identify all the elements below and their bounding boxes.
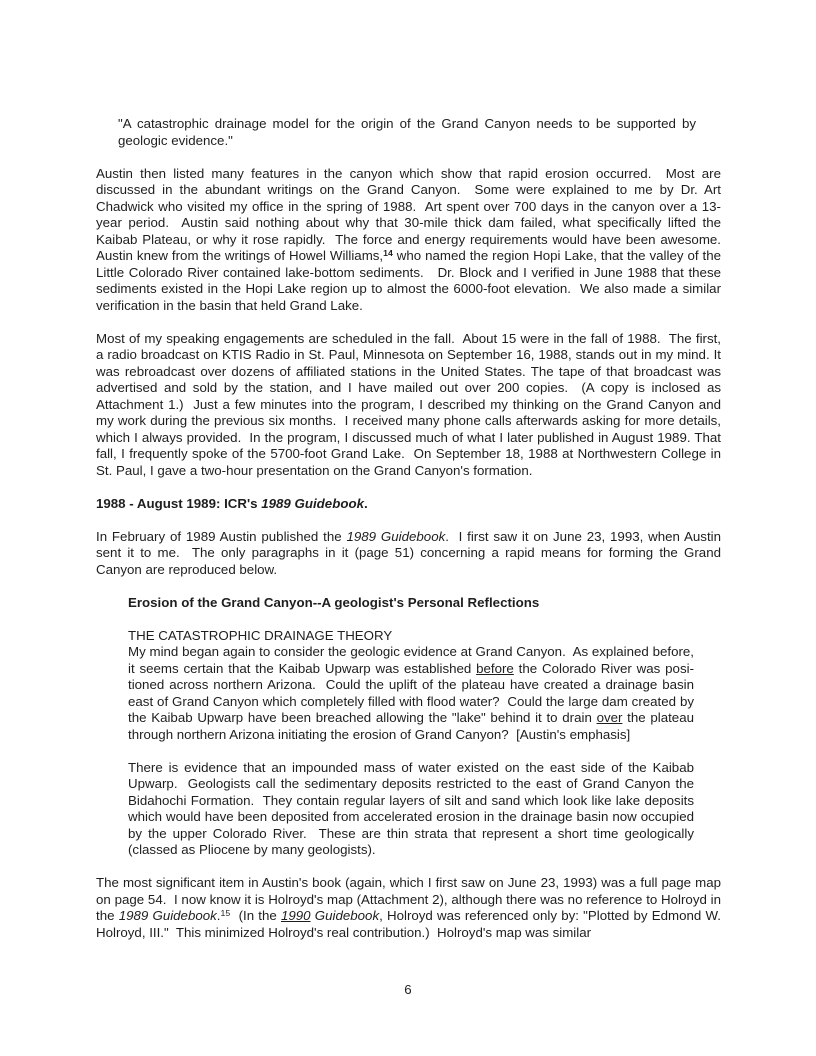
text-segment: "A catastrophic drainage model for the origin of the Grand Canyon needs to be supported by geologic evidence." [118, 116, 696, 148]
text-segment: (In the [230, 908, 281, 923]
page-number: 6 [404, 982, 412, 997]
text-segment: the Colorado River was positioned across northern Arizona. Could the uplift of the plateau have created a drainage basin east of Grand Canyon which completely filled with flood water? Could the large dam created by the Kaibab Upwarp have been breached allowing the "lake" behind it to drain [128, 660, 694, 725]
excerpt-paragraph-bidahochi [128, 760, 694, 859]
text-segment: THE CATASTROPHIC DRAINAGE THEORY [128, 627, 393, 643]
footnote-ref: 14 [383, 248, 393, 259]
text-segment: There is evidence that an impounded mass of water existed on the east side of the Kaibab Upwarp. Geologists call the sedimentary deposits restricted to the east of Grand Canyon the Bidahochi Formation. They contain regular layers of silt and sand which look like lake deposits which would have been deposited from accelerated erosion in the drainage basin now occupied by the upper Colorado River. These are thin strata that represent a short time geologically (classed as Pliocene by many geologists). [128, 759, 694, 857]
text-segment: Guidebook [314, 908, 380, 923]
document-body [96, 116, 721, 958]
excerpt-paragraph-drainage-theory [128, 644, 694, 743]
emphasized-word: 1990 [280, 908, 311, 923]
emphasized-word: over [596, 710, 623, 725]
emphasized-word: before [476, 660, 514, 676]
text-segment: . [363, 495, 368, 511]
text-segment: . [216, 908, 221, 923]
text-segment: My mind began again to consider the geologic evidence at Grand Canyon. As explained before, it seems certain that the Kaibab Upwarp was established [128, 644, 694, 676]
text-segment: Most of my speaking engagements are scheduled in the fall. About 15 were in the fall of 1988. The first, a radio broadcast on KTIS Radio in St. Paul, Minnesota on September 16, 1988, stands out in my mind. It was rebroadcast over dozens of affiliated stations in the United States. The tape of that broadcast was advertised and sold by the station, and I have mailed out over 200 copies. (A copy is inclosed as Attachment 1.) Just a few minutes into the program, I described my thinking on the Grand Canyon and my work during the previous six months. I received many phone calls afterwards asking for more details, which I always provided. In the program, I discussed much of what I later published in August 1989. That fall, I frequently spoke of the 5700-foot Grand Lake. On September 18, 1988 at Northwestern College in St. Paul, I gave a two-hour presentation on the Grand Canyon's formation. [96, 330, 721, 478]
footnote-ref: 15 [220, 908, 231, 919]
opening-quote [118, 116, 696, 149]
section-heading-1989-guidebook [96, 496, 721, 513]
text-segment: Erosion of the Grand Canyon--A geologist's Personal Reflections [128, 594, 540, 610]
paragraph-holroyd-map [96, 875, 721, 941]
text-segment: . I first saw it on June 23, 1993, when Austin sent it to me. The only paragraphs in it (page 51) concerning a rapid means for forming the Grand Canyon are reproduced below. [96, 528, 722, 577]
text-segment: In February of 1989 Austin published the [96, 528, 347, 544]
text-segment: , Holroyd was referenced only by: "Plotted by Edmond W. Holroyd, III." This minimized Holroyd's real contribution.) Holroyd's map was similar [96, 908, 721, 940]
paragraph-february-1989 [96, 529, 721, 579]
text-segment: 1988 - August 1989: ICR's [96, 495, 262, 511]
paragraph-canyon-features [96, 166, 721, 315]
text-segment: 1989 Guidebook [118, 908, 217, 923]
text-segment: The most significant item in Austin's book (again, which I first saw on June 23, 1993) was a full page map on page 54. I now know it is Holroyd's map (Attachment 2), although there was no reference to Holroyd in the [96, 875, 721, 923]
paragraph-speaking-engagements [96, 331, 721, 480]
text-segment: Austin then listed many features in the canyon which show that rapid erosion occurred. Most are discussed in the abundant writings on the Grand Canyon. Some were explained to me by Dr. Art Chadwick who visited my office in the spring of 1988. Art spent over 700 days in the canyon over a 13-year period. Austin said nothing about why that 30-mile thick dam failed, what specifically lifted the Kaibab Plateau, or why it rose rapidly. The force and energy requirements would have been awesome. Austin knew from the writings of Howel Williams, [96, 165, 721, 263]
text-segment: who named the region Hopi Lake, that the valley of the Little Colorado River contained lake-bottom sediments. Dr. Block and I verified in June 1988 that these sediments existed in the Hopi Lake region up to almost the 6000-foot elevation. We also made a similar verification in the basin that held Grand Lake. [96, 248, 721, 313]
excerpt-heading-erosion [128, 595, 694, 612]
text-segment: 1989 Guidebook [346, 528, 446, 544]
excerpt-subtitle-drainage-theory [128, 628, 694, 645]
text-segment: 1989 Guidebook [261, 495, 364, 511]
text-segment: the plateau through northern Arizona initiating the erosion of Grand Canyon? [Austin's emphasis] [128, 710, 694, 742]
